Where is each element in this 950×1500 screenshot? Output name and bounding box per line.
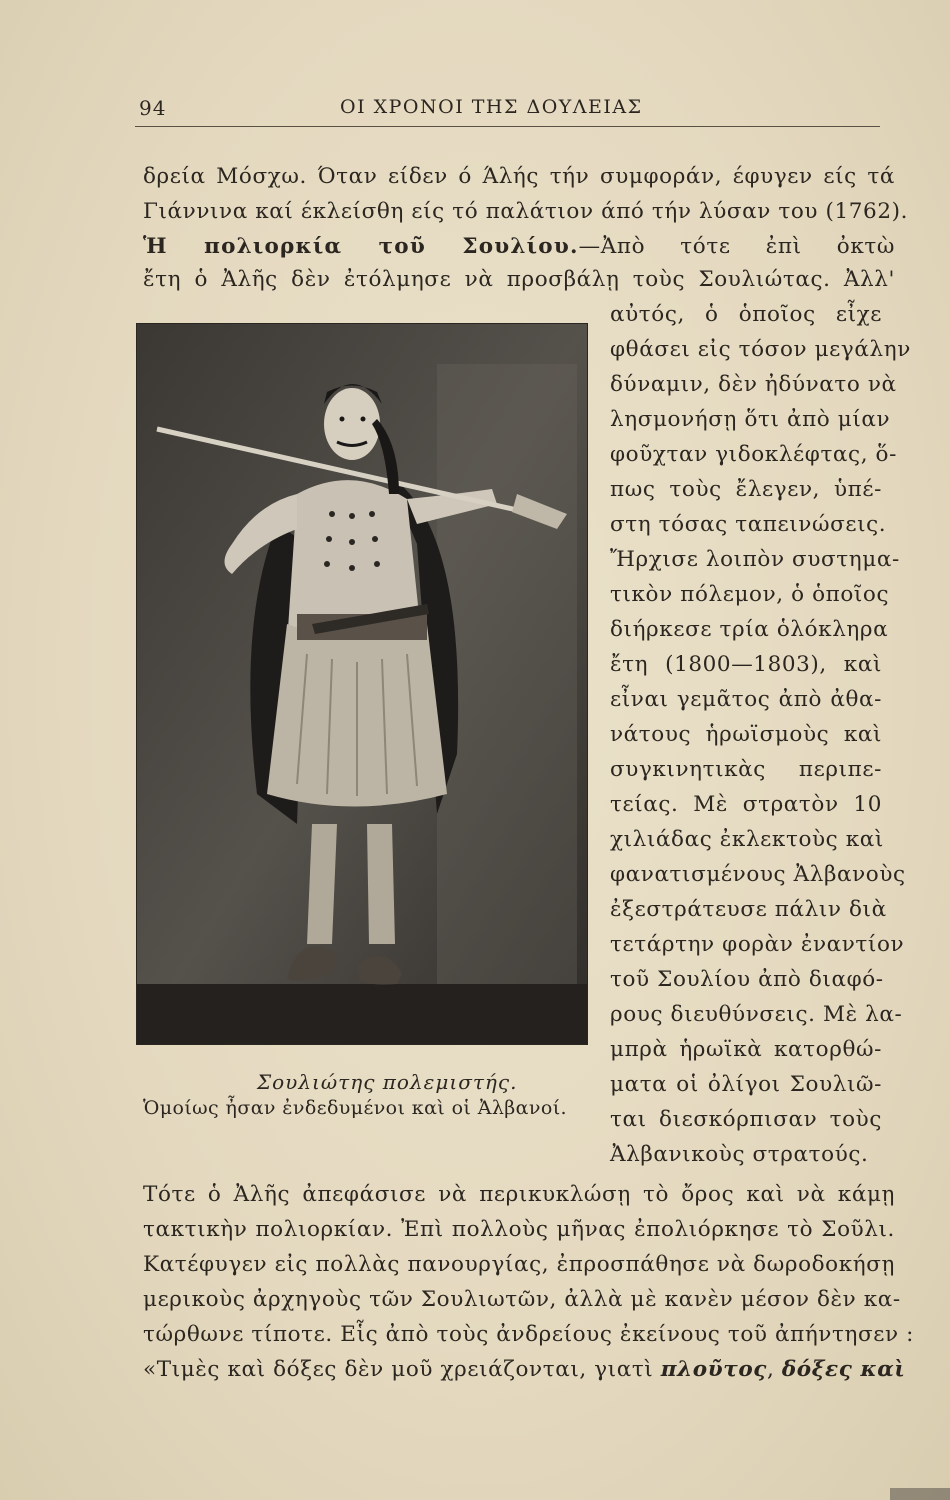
column-line: ται διεσκόρπισαν τοὺς [610, 1107, 882, 1132]
body-line: τώρθωνε τίποτε. Εἷς ἀπὸ τοὺς ἀνδρείους ἐκείνους τοῦ ἀπήντησεν : [143, 1322, 914, 1347]
body-line: Γιάννινα καί έκλείσθη είς τό παλάτιον άπό τήν λύσαν του (1762). [143, 199, 909, 224]
emphasis-text: πλοῦτος [660, 1357, 767, 1382]
column-line: Ἤρχισε λοιπὸν συστημα- [610, 547, 900, 572]
column-line: ἔτη (1800—1803), καὶ [610, 652, 882, 677]
emphasis-text: δόξες καὶ [781, 1357, 906, 1382]
column-line: εἶναι γεμᾶτος ἀπὸ ἀθα- [610, 687, 882, 712]
warrior-engraving [137, 324, 587, 1044]
column-line: στη τόσας ταπεινώσεις. [610, 512, 887, 537]
column-line: δύναμιν, δὲν ἠδύνατο νὰ [610, 372, 897, 397]
body-line: Κατέφυγεν εἰς πολλὰς πανουργίας, ἐπροσπάθησε νὰ δωροδοκήσῃ [143, 1252, 895, 1277]
column-line: νάτους ἡρωϊσμοὺς καὶ [610, 722, 882, 747]
body-line: δρεία Μόσχω. Όταν είδεν ό Άλής τήν συμφοράν, έφυγεν είς τά [143, 164, 895, 189]
column-line: μπρὰ ἡρωϊκὰ κατορθώ- [610, 1037, 882, 1062]
column-line: ἐξεστράτευσε πάλιν διὰ [610, 897, 887, 922]
column-line: τοῦ Σουλίου ἀπὸ διαφό- [610, 967, 884, 992]
column-line: φοῦχταν γιδοκλέφτας, ὅ- [610, 442, 897, 467]
column-line: τετάρτην φορὰν ἐναντίον [610, 932, 905, 957]
column-line: Ἀλβανικοὺς στρατούς. [610, 1142, 869, 1167]
illustration-souliote-warrior [136, 323, 588, 1045]
body-line: ἔτη ὁ Ἀλῆς δὲν ἐτόλμησε νὰ προσβάλῃ τοὺς Σουλιώτας. Ἀλλ' [143, 267, 895, 292]
page-edge-mark [890, 1488, 950, 1500]
column-line: διήρκεσε τρία ὁλόκληρα [610, 617, 889, 642]
column-line: χιλιάδας ἐκλεκτοὺς καὶ [610, 827, 884, 852]
column-line: αὐτός, ὁ ὁποῖος εἶχε [610, 302, 882, 327]
body-text: , [766, 1357, 782, 1382]
column-line: τείας. Μὲ στρατὸν 10 [610, 792, 882, 817]
section-heading: Ἡ πολιορκία τοῦ Σουλίου. [143, 234, 579, 259]
body-text: «Τιμὲς καὶ δόξες δὲν μοῦ χρειάζονται, γιατὶ [143, 1357, 661, 1382]
body-text: —Ἀπὸ τότε ἐπὶ ὀκτὼ [578, 234, 895, 259]
column-line: τικὸν πόλεμον, ὁ ὁποῖος [610, 582, 890, 607]
section-heading-line [143, 232, 895, 262]
column-line: συγκινητικὰς περιπε- [610, 757, 882, 782]
body-line: μερικοὺς ἀρχηγοὺς τῶν Σουλιωτῶν, ἀλλὰ μὲ κανὲν μέσον δὲν κα- [143, 1287, 901, 1312]
page-header [135, 92, 880, 127]
column-line: φθάσει εἰς τόσον μεγάλην [610, 337, 911, 362]
body-line-last [143, 1355, 905, 1385]
body-line: Τότε ὁ Ἀλῆς ἀπεφάσισε νὰ περικυκλώσῃ τὸ ὄρος καὶ νὰ κάμῃ [143, 1182, 895, 1207]
column-line: πως τοὺς ἔλεγεν, ὑπέ- [610, 477, 882, 502]
column-line: φανατισμένους Ἀλβανοὺς [610, 862, 906, 887]
column-line: λησμονήσῃ ὅτι ἀπὸ μίαν [610, 407, 891, 432]
figure-caption-title: Σουλιώτης πολεμιστής. [257, 1070, 518, 1094]
body-line: τακτικὴν πολιορκίαν. Ἐπὶ πολλοὺς μῆνας ἐπολιόρκησε τὸ Σοῦλι. [143, 1217, 895, 1242]
running-title: ΟΙ ΧΡΟΝΟΙ ΤΗΣ ΔΟΥΛΕΙΑΣ [340, 96, 643, 118]
column-line: ματα οἱ ὀλίγοι Σουλιῶ- [610, 1072, 882, 1097]
page-number: 94 [139, 96, 167, 120]
column-line: ρους διευθύνσεις. Μὲ λα- [610, 1002, 903, 1027]
figure-caption-text: Ὁμοίως ἦσαν ἐνδεδυμένοι καὶ οἱ Ἀλβανοί. [143, 1097, 567, 1119]
